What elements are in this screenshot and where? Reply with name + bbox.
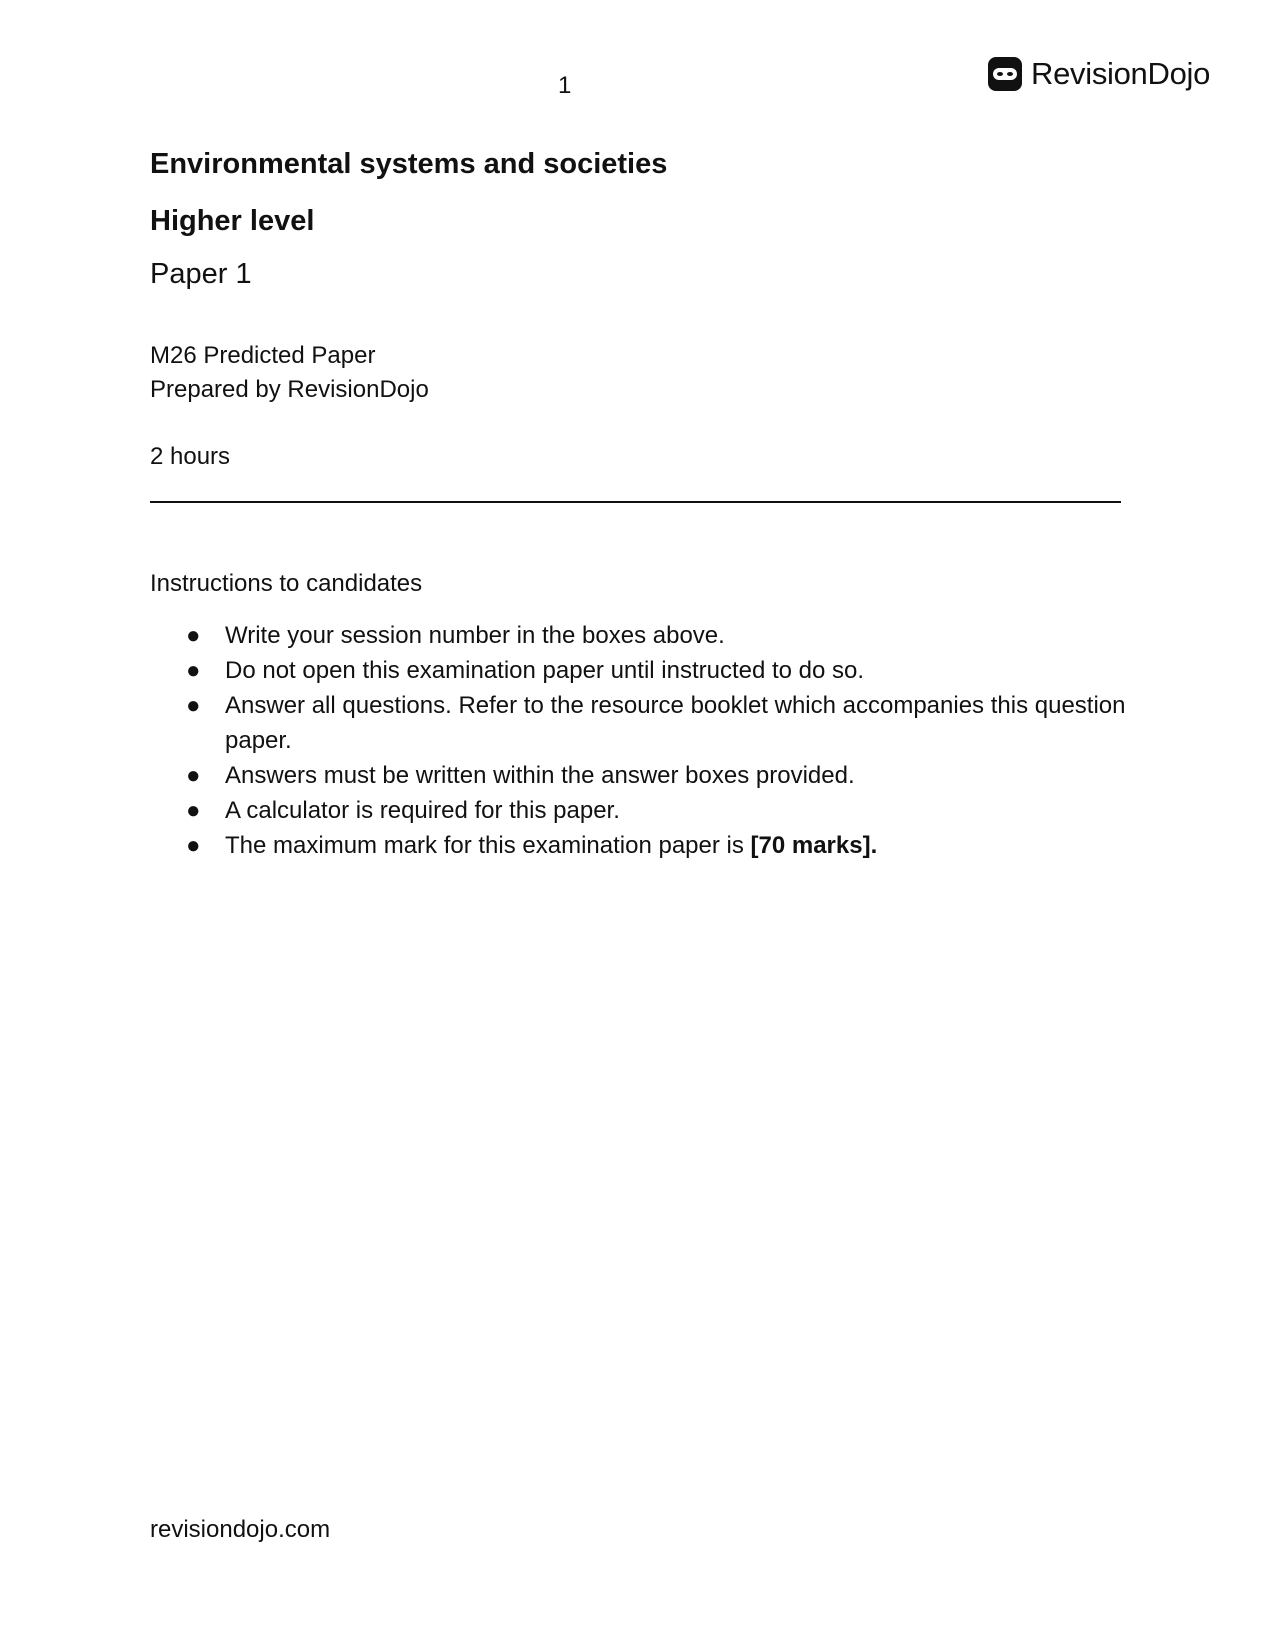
subject-title: Environmental systems and societies bbox=[150, 148, 668, 180]
footer-website: revisiondojo.com bbox=[150, 1516, 331, 1543]
instruction-text: Answer all questions. Refer to the resource booklet which accompanies this question paper. bbox=[225, 692, 1126, 754]
list-item bbox=[150, 828, 1130, 863]
level-title: Higher level bbox=[150, 205, 315, 237]
instruction-text: Do not open this examination paper until instructed to do so. bbox=[225, 657, 865, 684]
instruction-text: Write your session number in the boxes above. bbox=[225, 622, 725, 649]
instructions-heading: Instructions to candidates bbox=[150, 570, 423, 597]
paper-type: M26 Predicted Paper bbox=[150, 342, 376, 369]
instruction-text: A calculator is required for this paper. bbox=[225, 797, 620, 824]
list-item bbox=[150, 653, 1130, 688]
bullet-icon: ● bbox=[186, 622, 201, 649]
duration: 2 hours bbox=[150, 443, 231, 470]
bullet-icon: ● bbox=[186, 832, 201, 859]
bullet-icon: ● bbox=[186, 762, 201, 789]
list-item bbox=[150, 793, 1130, 828]
bullet-icon: ● bbox=[186, 797, 201, 824]
instruction-text: Answers must be written within the answer boxes provided. bbox=[225, 762, 855, 789]
instructions-list bbox=[150, 618, 1130, 863]
page-number: 1 bbox=[558, 72, 572, 99]
paper-title: Paper 1 bbox=[150, 258, 252, 290]
max-marks: [70 marks]. bbox=[750, 832, 878, 859]
list-item bbox=[150, 618, 1130, 653]
brand-logo bbox=[988, 56, 1210, 92]
instruction-text: The maximum mark for this examination paper is bbox=[225, 832, 751, 859]
ninja-mask-icon bbox=[988, 57, 1022, 91]
list-item bbox=[150, 688, 1130, 758]
bullet-icon: ● bbox=[186, 692, 201, 719]
bullet-icon: ● bbox=[186, 657, 201, 684]
list-item bbox=[150, 758, 1130, 793]
divider-rule bbox=[150, 501, 1121, 503]
prepared-by: Prepared by RevisionDojo bbox=[150, 376, 429, 403]
logo-text: RevisionDojo bbox=[1031, 56, 1211, 91]
